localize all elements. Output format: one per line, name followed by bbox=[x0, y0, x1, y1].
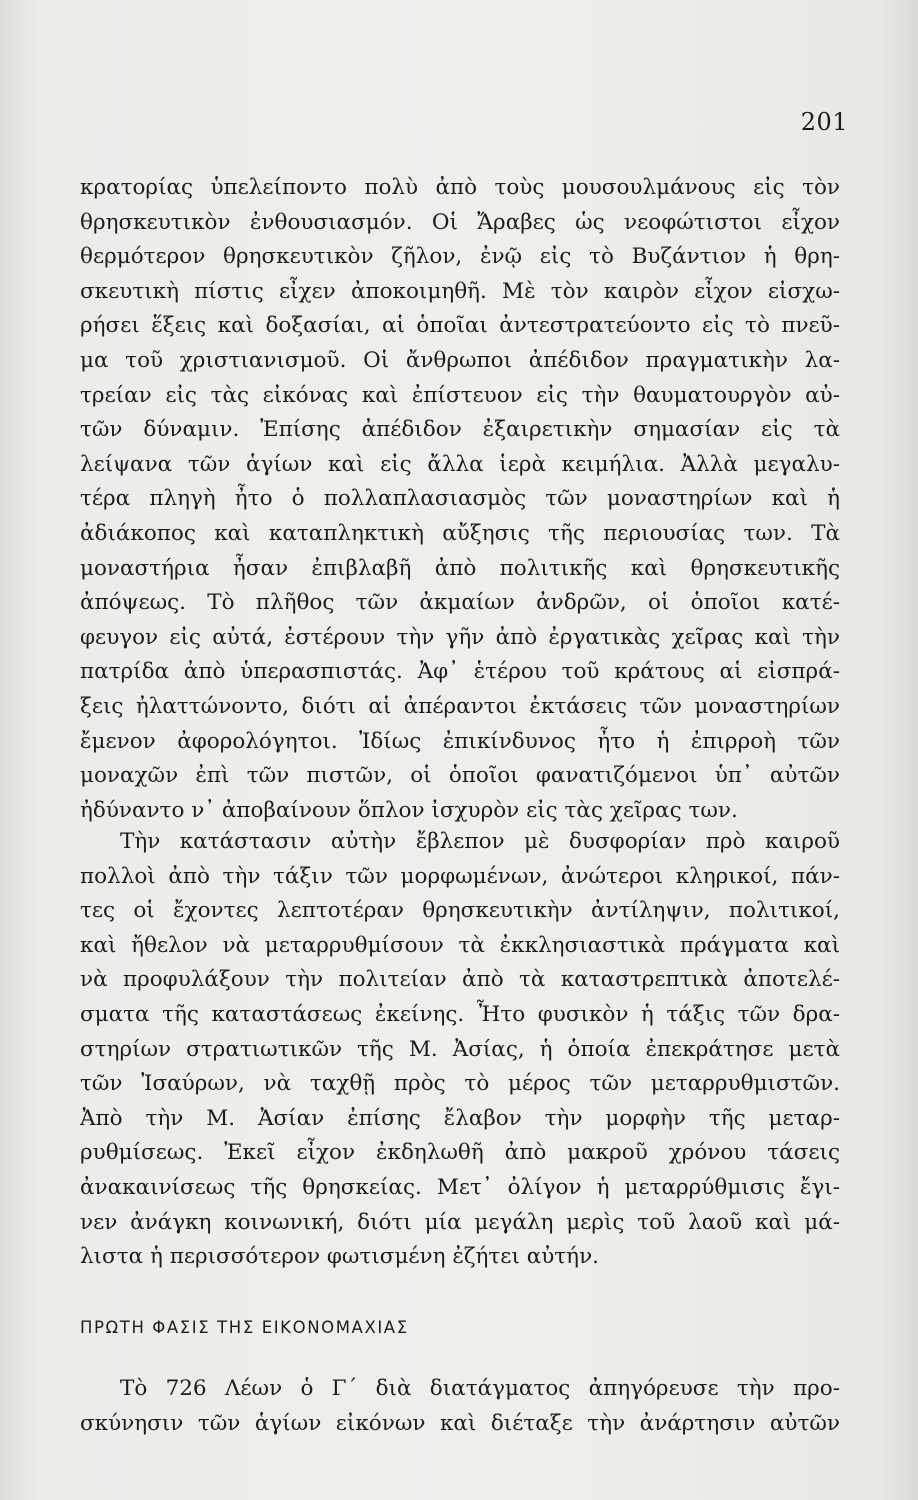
text-line: πολλοὶ ἀπὸ τὴν τάξιν τῶν μορφωμένων, ἀνώτεροι κληρικοί, πάν- bbox=[80, 863, 840, 889]
text-line: φευγον εἰς αὐτά, ἐστέρουν τὴν γῆν ἀπὸ ἐργατικὰς χεῖρας καὶ τὴν bbox=[80, 624, 840, 650]
text-line: ἀνακαινίσεως τῆς θρησκείας. Μετ᾿ ὀλίγον ἡ μεταρρύθμισις ἔγι- bbox=[80, 1174, 840, 1200]
text-line: θρησκευτικὸν ἐνθουσιασμόν. Οἱ Ἄραβες ὡς νεοφώτιστοι εἶχον bbox=[80, 209, 840, 235]
text-line: ἠδύναντο ν᾿ ἀποβαίνουν ὅπλον ἰσχυρὸν εἰς τὰς χεῖρας των. bbox=[80, 797, 738, 823]
text-line: νεν ἀνάγκη κοινωνική, διότι μία μεγάλη μερὶς τοῦ λαοῦ καὶ μά- bbox=[80, 1209, 840, 1235]
text-line: τες οἱ ἔχοντες λεπτοτέραν θρησκευτικὴν ἀντίληψιν, πολιτικοί, bbox=[80, 898, 840, 924]
text-line: λιστα ἡ περισσότερον φωτισμένη ἐζήτει αὐτήν. bbox=[80, 1244, 599, 1270]
text-line: θερμότερον θρησκευτικὸν ζῆλον, ἐνῷ εἰς τὸ Βυζάντιον ἡ θρη- bbox=[80, 244, 840, 270]
text-line: νὰ προφυλάξουν τὴν πολιτείαν ἀπὸ τὰ καταστρεπτικὰ ἀποτελέ- bbox=[80, 967, 840, 993]
text-line: πατρίδα ἀπὸ ὑπερασπιστάς. Ἀφ᾿ ἑτέρου τοῦ κράτους αἱ εἰσπρά- bbox=[80, 659, 840, 685]
paragraph-2 bbox=[80, 825, 840, 1275]
text-line: ξεις ἠλαττώνοντο, διότι αἱ ἀπέραντοι ἐκτάσεις τῶν μοναστηρίων bbox=[80, 693, 840, 719]
text-line: καὶ ἤθελον νὰ μεταρρυθμίσουν τὰ ἐκκλησιαστικὰ πράγματα καὶ bbox=[80, 932, 840, 958]
text-line: λείψανα τῶν ἁγίων καὶ εἰς ἄλλα ἱερὰ κειμήλια. Ἀλλὰ μεγαλυ- bbox=[80, 451, 840, 477]
text-line: σματα τῆς καταστάσεως ἐκείνης. Ἦτο φυσικὸν ἡ τάξις τῶν δρα- bbox=[80, 1001, 840, 1027]
text-line: κρατορίας ὑπελείποντο πολὺ ἀπὸ τοὺς μουσουλμάνους εἰς τὸν bbox=[80, 175, 840, 200]
text-line: στηρίων στρατιωτικῶν τῆς Μ. Ἀσίας, ἡ ὁποία ἐπεκράτησε μετὰ bbox=[80, 1036, 840, 1062]
text-line: ρήσει ἕξεις καὶ δοξασίαι, αἱ ὁποῖαι ἀντεστρατεύοντο εἰς τὸ πνεῦ- bbox=[80, 313, 840, 339]
page-number: 201 bbox=[800, 108, 848, 136]
text-line: Ἀπὸ τὴν Μ. Ἀσίαν ἐπίσης ἔλαβον τὴν μορφὴν τῆς μεταρ- bbox=[80, 1105, 840, 1131]
text-line: ρυθμίσεως. Ἐκεῖ εἶχον ἐκδηλωθῆ ἀπὸ μακροῦ χρόνου τάσεις bbox=[80, 1140, 840, 1166]
text-line: σκύνησιν τῶν ἁγίων εἰκόνων καὶ διέταξε τὴν ἀνάρτησιν αὐτῶν bbox=[80, 1410, 840, 1436]
text-line: ἀπόψεως. Τὸ πλῆθος τῶν ἀκμαίων ἀνδρῶν, οἱ ὁποῖοι κατέ- bbox=[80, 590, 840, 616]
text-line: μοναστήρια ἦσαν ἐπιβλαβῆ ἀπὸ πολιτικῆς καὶ θρησκευτικῆς bbox=[80, 555, 840, 581]
text-line: τῶν δύναμιν. Ἐπίσης ἀπέδιδον ἐξαιρετικὴν σημασίαν εἰς τὰ bbox=[80, 417, 840, 443]
text-line: τέρα πληγὴ ἦτο ὁ πολλαπλασιασμὸς τῶν μοναστηρίων καὶ ἡ bbox=[80, 486, 840, 512]
section-paragraph bbox=[80, 1372, 840, 1441]
text-line: μοναχῶν ἐπὶ τῶν πιστῶν, οἱ ὁποῖοι φανατιζόμενοι ὑπ᾿ αὐτῶν bbox=[80, 763, 840, 789]
text-line: τῶν Ἰσαύρων, νὰ ταχθῇ πρὸς τὸ μέρος τῶν μεταρρυθμιστῶν. bbox=[80, 1071, 840, 1097]
text-line: Τὸ 726 Λέων ὁ Γ΄ διὰ διατάγματος ἀπηγόρευσε τὴν προ- bbox=[120, 1376, 840, 1401]
text-line: σκευτικὴ πίστις εἶχεν ἀποκοιμηθῆ. Μὲ τὸν καιρὸν εἶχον εἰσχω- bbox=[80, 278, 840, 304]
text-line: ἀδιάκοπος καὶ καταπληκτικὴ αὔξησις τῆς περιουσίας των. Τὰ bbox=[80, 520, 840, 546]
paragraph-1 bbox=[80, 171, 840, 828]
section-heading: ΠΡΩΤΗ ΦΑΣΙΣ ΤΗΣ ΕΙΚΟΝΟΜΑΧΙΑΣ bbox=[80, 1318, 409, 1337]
text-line: ἔμενον ἀφορολόγητοι. Ἰδίως ἐπικίνδυνος ἦτο ἡ ἐπιρροὴ τῶν bbox=[80, 728, 840, 754]
text-line: μα τοῦ χριστιανισμοῦ. Οἱ ἄνθρωποι ἀπέδιδον πραγματικὴν λα- bbox=[80, 347, 840, 373]
text-line: Τὴν κατάστασιν αὐτὴν ἔβλεπον μὲ δυσφορίαν πρὸ καιροῦ bbox=[120, 829, 840, 854]
text-line: τρείαν εἰς τὰς εἰκόνας καὶ ἐπίστευον εἰς τὴν θαυματουργὸν αὐ- bbox=[80, 382, 840, 408]
